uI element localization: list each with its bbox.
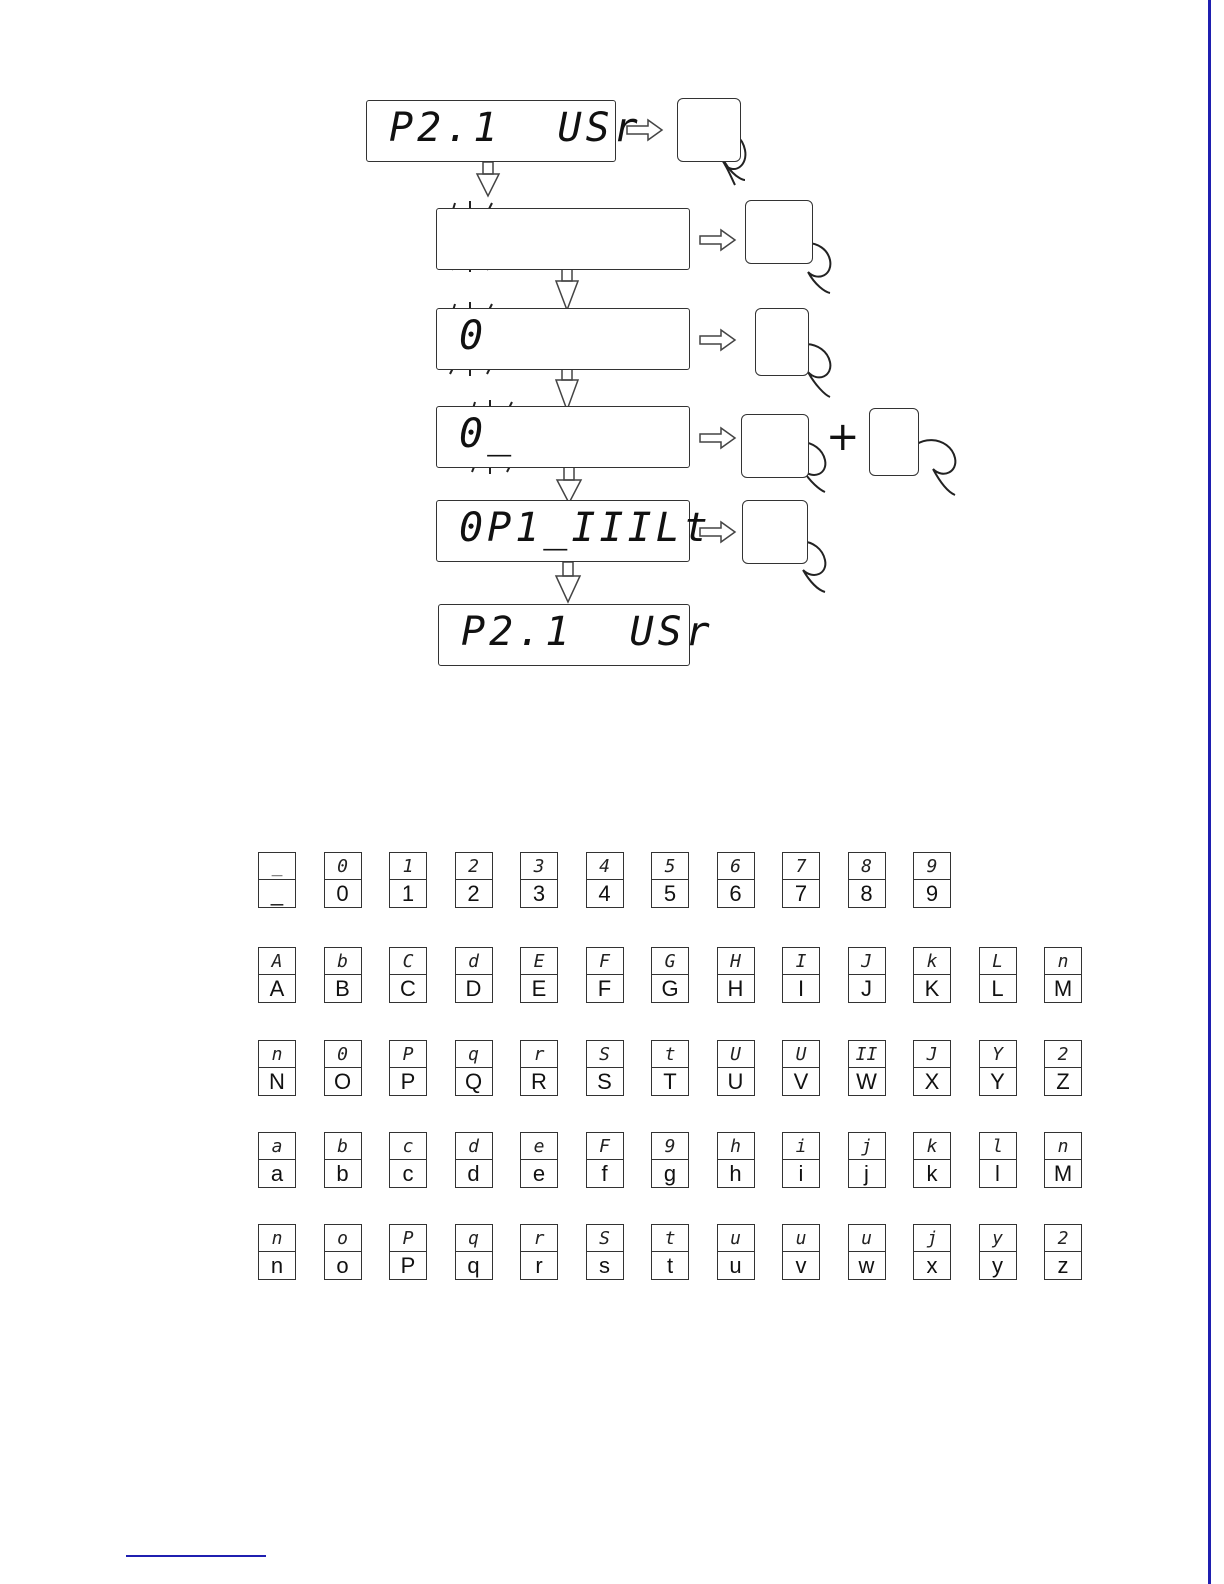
char-cell-character: d bbox=[467, 1161, 480, 1186]
char-cell-display-glyph: P bbox=[390, 1041, 426, 1068]
char-cell-display-glyph: 9 bbox=[914, 853, 950, 880]
character-table bbox=[258, 852, 1098, 1282]
char-cell-display-glyph: q bbox=[456, 1225, 492, 1252]
char-cell bbox=[258, 947, 296, 1003]
char-cell bbox=[651, 947, 689, 1003]
char-cell bbox=[520, 1224, 558, 1280]
char-cell-character: 4 bbox=[598, 881, 611, 906]
char-cell bbox=[1044, 947, 1082, 1003]
char-cell-display-glyph: a bbox=[259, 1133, 295, 1160]
char-cell-character: k bbox=[926, 1161, 938, 1186]
char-cell bbox=[520, 1040, 558, 1096]
char-cell bbox=[848, 947, 886, 1003]
char-cell-character: I bbox=[797, 976, 805, 1001]
right-key-button[interactable] bbox=[677, 98, 741, 162]
char-cell-display-glyph: i bbox=[783, 1133, 819, 1160]
char-cell-character: 9 bbox=[925, 881, 939, 906]
char-cell-display-glyph: l bbox=[980, 1133, 1016, 1160]
char-cell-character: g bbox=[663, 1161, 677, 1186]
char-cell-display-glyph: h bbox=[718, 1133, 754, 1160]
char-cell-character: M bbox=[1053, 1161, 1073, 1186]
display-entered-name bbox=[436, 500, 712, 562]
display-p21-usr-bottom bbox=[438, 604, 714, 666]
char-cell-display-glyph: 0 bbox=[325, 853, 361, 880]
char-cell-character: B bbox=[335, 976, 350, 1001]
char-cell-display-glyph: Y bbox=[980, 1041, 1016, 1068]
char-cell bbox=[586, 1040, 624, 1096]
char-cell bbox=[717, 852, 755, 908]
char-cell-display-glyph: n bbox=[259, 1041, 295, 1068]
char-cell-character: Z bbox=[1056, 1069, 1070, 1094]
char-cell bbox=[455, 1132, 493, 1188]
display-text: 0P1_IIILt bbox=[459, 505, 712, 551]
char-cell bbox=[782, 1224, 820, 1280]
char-cell bbox=[324, 947, 362, 1003]
char-cell-display-glyph: S bbox=[587, 1225, 623, 1252]
char-cell-display-glyph: A bbox=[259, 948, 295, 975]
char-cell-display-glyph: P bbox=[390, 1225, 426, 1252]
char-cell-character: h bbox=[729, 1161, 742, 1186]
char-cell-character: T bbox=[663, 1069, 677, 1094]
char-cell-display-glyph: t bbox=[652, 1041, 688, 1068]
char-cell-display-glyph: n bbox=[1045, 1133, 1081, 1160]
char-cell-display-glyph: C bbox=[390, 948, 426, 975]
display-text: P2.1 USr bbox=[461, 609, 714, 655]
up-key-button-2[interactable] bbox=[741, 414, 809, 478]
char-cell bbox=[848, 1132, 886, 1188]
char-cell bbox=[913, 1224, 951, 1280]
char-cell-character: F bbox=[597, 976, 612, 1001]
char-cell-character: D bbox=[465, 976, 482, 1001]
char-cell-character: W bbox=[856, 1069, 877, 1094]
char-cell bbox=[651, 1132, 689, 1188]
char-cell-character: L bbox=[991, 976, 1004, 1001]
char-cell-character: q bbox=[467, 1253, 480, 1278]
char-cell-display-glyph: o bbox=[325, 1225, 361, 1252]
char-cell-character: u bbox=[729, 1253, 742, 1278]
char-cell-character: 0 bbox=[336, 881, 349, 906]
char-cell-character: J bbox=[861, 976, 872, 1001]
char-cell bbox=[848, 1040, 886, 1096]
char-cell-display-glyph: j bbox=[849, 1133, 885, 1160]
char-cell bbox=[782, 947, 820, 1003]
display-p21-usr-top bbox=[366, 100, 642, 162]
right-arrow-4-icon bbox=[700, 428, 735, 448]
char-cell-display-glyph: d bbox=[456, 948, 492, 975]
char-cell-display-glyph: e bbox=[521, 1133, 557, 1160]
char-cell-character: K bbox=[924, 976, 940, 1001]
char-cell-character: V bbox=[793, 1069, 809, 1094]
char-cell-character: j bbox=[864, 1161, 869, 1186]
char-cell-display-glyph: n bbox=[259, 1225, 295, 1252]
char-cell-display-glyph: r bbox=[521, 1225, 557, 1252]
char-cell bbox=[913, 1040, 951, 1096]
char-cell-display-glyph: S bbox=[587, 1041, 623, 1068]
char-cell bbox=[324, 1224, 362, 1280]
right-arrow-2-icon bbox=[700, 230, 735, 250]
char-cell-display-glyph: 6 bbox=[718, 853, 754, 880]
char-cell-display-glyph: U bbox=[718, 1041, 754, 1068]
char-cell-character: b bbox=[336, 1161, 349, 1186]
char-cell-display-glyph: _ bbox=[259, 853, 295, 880]
char-cell bbox=[586, 852, 624, 908]
char-cell bbox=[717, 1132, 755, 1188]
char-cell-character: E bbox=[531, 976, 547, 1001]
down-arrow-1-icon bbox=[477, 162, 499, 196]
char-cell bbox=[979, 947, 1017, 1003]
char-cell-display-glyph: c bbox=[390, 1133, 426, 1160]
char-cell-character: 3 bbox=[532, 881, 546, 906]
char-cell-character: n bbox=[270, 1253, 284, 1278]
char-cell-display-glyph: 8 bbox=[849, 853, 885, 880]
char-cell bbox=[913, 1132, 951, 1188]
char-cell-character: N bbox=[269, 1069, 285, 1094]
char-cell bbox=[324, 852, 362, 908]
char-cell-character: M bbox=[1053, 976, 1073, 1001]
char-cell-character: 8 bbox=[860, 881, 873, 906]
down-arrow-3-icon bbox=[556, 364, 578, 410]
char-cell-character: C bbox=[400, 976, 416, 1001]
char-cell-character: i bbox=[798, 1161, 804, 1186]
char-cell bbox=[520, 1132, 558, 1188]
char-cell bbox=[258, 1224, 296, 1280]
char-cell-character: a bbox=[270, 1161, 284, 1186]
char-cell-character: P bbox=[400, 1069, 416, 1094]
char-cell bbox=[520, 947, 558, 1003]
down-arrow-2-icon bbox=[556, 263, 578, 310]
char-cell-character: 6 bbox=[729, 881, 742, 906]
char-cell-character: U bbox=[727, 1069, 744, 1094]
char-cell bbox=[389, 1132, 427, 1188]
char-cell bbox=[586, 1132, 624, 1188]
right-arrow-3-icon bbox=[700, 330, 735, 350]
char-cell bbox=[520, 852, 558, 908]
char-cell-character: O bbox=[333, 1069, 352, 1094]
display-blank-cursor bbox=[436, 208, 690, 270]
char-cell-character: o bbox=[336, 1253, 349, 1278]
char-cell-display-glyph: 4 bbox=[587, 853, 623, 880]
char-cell bbox=[913, 852, 951, 908]
char-cell-character: 7 bbox=[794, 881, 808, 906]
char-cell-display-glyph: j bbox=[914, 1225, 950, 1252]
char-cell bbox=[389, 852, 427, 908]
char-cell-character: e bbox=[532, 1161, 546, 1186]
char-cell-character: Q bbox=[464, 1069, 483, 1094]
char-cell bbox=[455, 852, 493, 908]
display-text: P2.1 USr bbox=[389, 105, 642, 151]
right-key-button-2[interactable] bbox=[755, 308, 809, 376]
char-cell bbox=[782, 1132, 820, 1188]
char-cell-character: G bbox=[661, 976, 679, 1001]
char-cell-display-glyph: 0 bbox=[325, 1041, 361, 1068]
char-cell-display-glyph: t bbox=[652, 1225, 688, 1252]
char-cell-character: y bbox=[992, 1253, 1003, 1278]
footer-rule bbox=[126, 1555, 266, 1557]
char-cell-display-glyph: 2 bbox=[1045, 1225, 1081, 1252]
char-cell-display-glyph: 3 bbox=[521, 853, 557, 880]
char-cell bbox=[258, 852, 296, 908]
char-cell bbox=[586, 947, 624, 1003]
char-cell-display-glyph: b bbox=[325, 948, 361, 975]
lcd-flow-diagram bbox=[0, 0, 1224, 700]
char-cell bbox=[389, 1224, 427, 1280]
char-cell bbox=[848, 852, 886, 908]
char-cell-character: r bbox=[535, 1253, 543, 1278]
char-cell-display-glyph: r bbox=[521, 1041, 557, 1068]
char-cell-display-glyph: 1 bbox=[390, 853, 426, 880]
char-cell-display-glyph: J bbox=[914, 1041, 950, 1068]
char-cell-display-glyph: k bbox=[914, 948, 950, 975]
char-cell bbox=[258, 1132, 296, 1188]
char-cell-character: 2 bbox=[467, 881, 480, 906]
char-cell-display-glyph: q bbox=[456, 1041, 492, 1068]
char-cell-display-glyph: u bbox=[718, 1225, 754, 1252]
enter-key-button[interactable] bbox=[742, 500, 808, 564]
char-cell bbox=[782, 852, 820, 908]
char-cell-display-glyph: F bbox=[587, 1133, 623, 1160]
char-cell-character: s bbox=[599, 1253, 610, 1278]
char-cell-display-glyph: n bbox=[1045, 948, 1081, 975]
char-cell-display-glyph: y bbox=[980, 1225, 1016, 1252]
char-cell-display-glyph: E bbox=[521, 948, 557, 975]
char-cell bbox=[848, 1224, 886, 1280]
char-cell-display-glyph: 2 bbox=[1045, 1041, 1081, 1068]
char-cell bbox=[1044, 1132, 1082, 1188]
down-arrow-4-icon bbox=[557, 466, 581, 503]
char-cell-character: R bbox=[531, 1069, 547, 1094]
char-cell-display-glyph: d bbox=[456, 1133, 492, 1160]
display-zero-cursor bbox=[436, 406, 690, 468]
char-cell-character: _ bbox=[270, 881, 284, 906]
char-cell-display-glyph: I bbox=[783, 948, 819, 975]
char-cell bbox=[324, 1040, 362, 1096]
char-cell-display-glyph: 5 bbox=[652, 853, 688, 880]
char-cell bbox=[979, 1132, 1017, 1188]
char-cell bbox=[1044, 1040, 1082, 1096]
char-cell bbox=[389, 1040, 427, 1096]
char-cell bbox=[389, 947, 427, 1003]
char-cell bbox=[979, 1224, 1017, 1280]
char-cell bbox=[717, 1224, 755, 1280]
char-cell-display-glyph: L bbox=[980, 948, 1016, 975]
char-cell bbox=[717, 947, 755, 1003]
down-arrow-5-icon bbox=[556, 562, 580, 602]
char-cell-display-glyph: 9 bbox=[652, 1133, 688, 1160]
char-cell-character: c bbox=[402, 1161, 414, 1186]
up-key-button[interactable] bbox=[745, 200, 813, 264]
char-cell-display-glyph: J bbox=[849, 948, 885, 975]
char-cell-character: H bbox=[727, 976, 744, 1001]
char-cell-character: 1 bbox=[401, 881, 415, 906]
char-cell-display-glyph: u bbox=[849, 1225, 885, 1252]
char-cell-display-glyph: G bbox=[652, 948, 688, 975]
char-cell bbox=[1044, 1224, 1082, 1280]
char-cell bbox=[455, 1224, 493, 1280]
right-key-button-3[interactable] bbox=[869, 408, 919, 476]
char-cell-display-glyph: k bbox=[914, 1133, 950, 1160]
char-cell-character: v bbox=[795, 1253, 807, 1278]
char-cell bbox=[782, 1040, 820, 1096]
char-cell-character: 5 bbox=[663, 881, 677, 906]
char-cell-character: l bbox=[995, 1161, 1000, 1186]
char-cell bbox=[258, 1040, 296, 1096]
char-cell bbox=[455, 1040, 493, 1096]
char-cell-character: S bbox=[597, 1069, 612, 1094]
char-cell bbox=[651, 1224, 689, 1280]
char-cell-character: w bbox=[858, 1253, 875, 1278]
char-cell-character: A bbox=[269, 976, 285, 1001]
char-cell bbox=[586, 1224, 624, 1280]
char-cell-character: P bbox=[400, 1253, 416, 1278]
char-cell-display-glyph: b bbox=[325, 1133, 361, 1160]
char-cell-display-glyph: 2 bbox=[456, 853, 492, 880]
plus-sign: + bbox=[826, 414, 860, 460]
char-cell-character: z bbox=[1057, 1253, 1069, 1278]
display-digit-zero bbox=[436, 308, 690, 370]
char-cell-character: x bbox=[926, 1253, 938, 1278]
display-text: 0 bbox=[459, 313, 488, 359]
char-cell bbox=[324, 1132, 362, 1188]
char-cell-display-glyph: H bbox=[718, 948, 754, 975]
char-cell-display-glyph: U bbox=[783, 1041, 819, 1068]
display-text: 0_ bbox=[459, 411, 516, 457]
char-cell bbox=[651, 852, 689, 908]
char-cell bbox=[913, 947, 951, 1003]
char-cell-character: t bbox=[666, 1253, 674, 1278]
char-cell-display-glyph: 7 bbox=[783, 853, 819, 880]
char-cell-character: X bbox=[924, 1069, 940, 1094]
char-cell-character: Y bbox=[990, 1069, 1005, 1094]
char-cell-display-glyph: II bbox=[849, 1041, 885, 1068]
char-cell bbox=[455, 947, 493, 1003]
char-cell-character: f bbox=[601, 1161, 608, 1186]
char-cell-display-glyph: F bbox=[587, 948, 623, 975]
char-cell bbox=[651, 1040, 689, 1096]
char-cell bbox=[979, 1040, 1017, 1096]
char-cell-display-glyph: u bbox=[783, 1225, 819, 1252]
char-cell bbox=[717, 1040, 755, 1096]
